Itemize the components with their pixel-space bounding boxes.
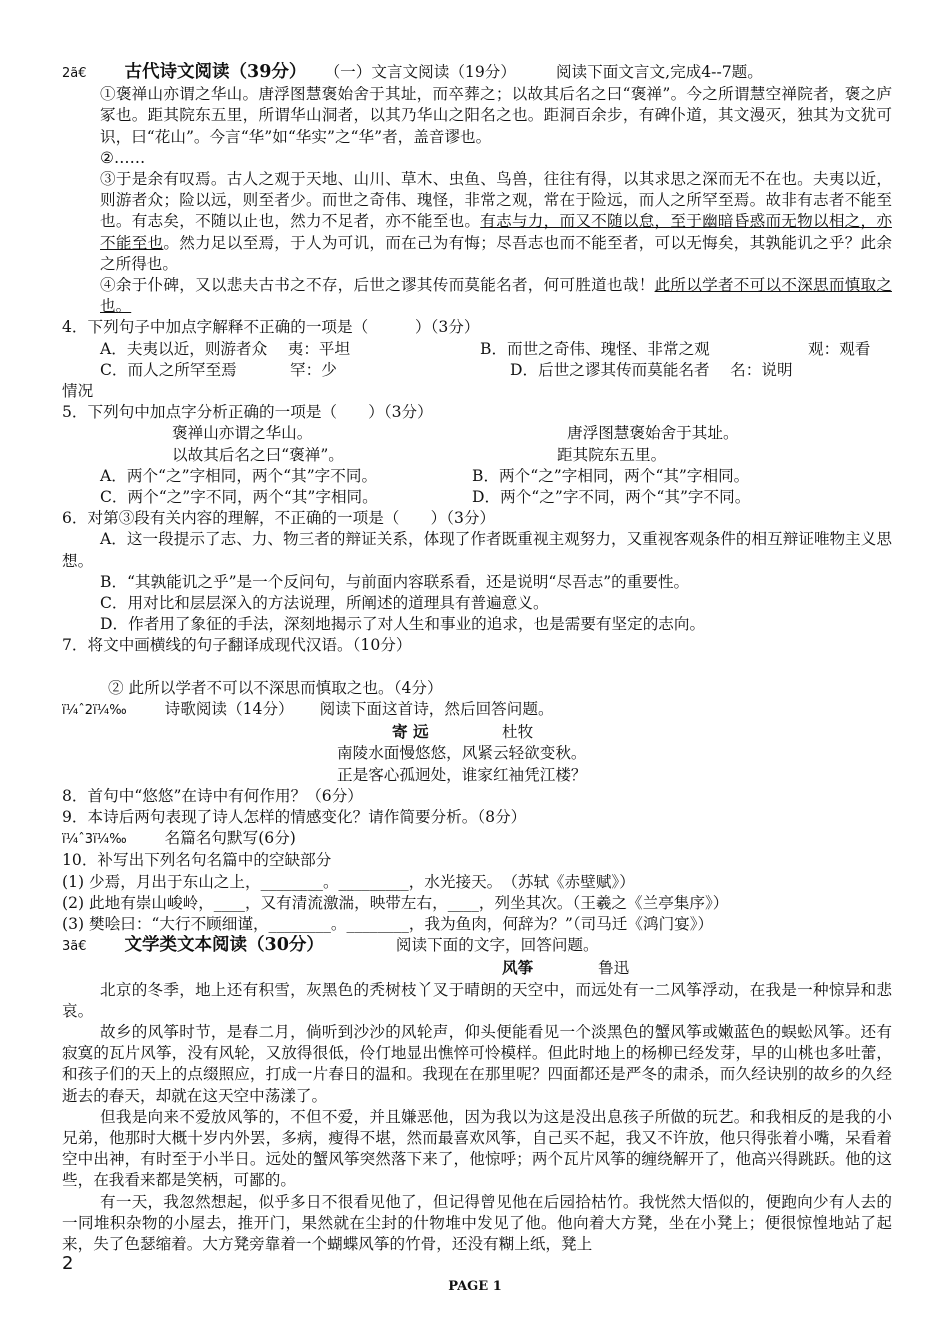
q4-option-b: B．而世之奇伟、瑰怪、非常之观 bbox=[480, 339, 710, 358]
q4-options-ab bbox=[62, 339, 892, 360]
q4-option-c: C．而人之所罕至焉 bbox=[100, 360, 237, 379]
page-number: 2 bbox=[62, 1253, 74, 1274]
q6-option-b: B．“其孰能讥之乎”是一个反问句，与前面内容联系看，还是说明“尽吾志”的重要性。 bbox=[100, 572, 690, 591]
section3-tag: 3ã€ bbox=[62, 939, 87, 955]
q6-option-c: C．用对比和层层深入的方法说理，所阐述的道理具有普遍意义。 bbox=[100, 594, 549, 613]
section3-header bbox=[62, 935, 892, 957]
q10: 10．补写出下列名句名篇中的空缺部分 bbox=[62, 851, 332, 870]
poem-section-instruction: 阅读下面这首诗，然后回答问题。 bbox=[319, 699, 554, 718]
recite-section-tag: ï¼ˆ3ï¼‰ bbox=[62, 832, 127, 848]
poem-section-header bbox=[62, 699, 892, 721]
poem-line-2: 正是客心孤迥处，谁家红袖凭江楼？ bbox=[337, 765, 587, 784]
p3-text-a: ③于是余有叹焉。古人之观于天地、山川、草木、虫鱼、鸟兽，往往有得，以其求思之深而无不在也。夫夷以近，则游者众；险以远，则至者少。而世之奇伟、瑰怪，非常之观，常在于险远，而人之所罕至焉。故非有志者不能至也。有志矣，不随以止也，然力不足者，亦不能至也。 bbox=[100, 170, 892, 231]
q5-options-ab bbox=[62, 466, 892, 487]
exam-page bbox=[62, 62, 892, 1255]
story-paragraph-3: 但我是向来不爱放风筝的，不但不爱，并且嫌恶他，因为我以为这是没出息孩子所做的玩艺。和我相反的是我的小兄弟，他那时大概十岁内外罢，多病，瘦得不堪，然而最喜欢风筝，自己买不起，我又不许放，他只得张着小嘴，呆看着空中出神，有时至于小半日。远处的蟹风筝突然落下来了，他惊呼；两个瓦片风筝的缠绕解开了，他高兴得跳跃。他的这些，在我看来都是笑柄，可鄙的。 bbox=[62, 1107, 892, 1190]
story-author: 鲁迅 bbox=[598, 959, 630, 978]
q6-option-a: A．这一段提示了志、力、物三者的辩证关系，体现了作者既重视主观努力，又重视客观条件的相互辩证唯物主义思想。 bbox=[62, 530, 892, 570]
q5-options-cd bbox=[62, 487, 892, 508]
q4-option-d: D．后世之谬其传而莫能名者 名：说明 bbox=[510, 360, 793, 379]
q4-stem: 4．下列句子中加点字解释不正确的一项是（ ）（3分） bbox=[62, 318, 480, 337]
q10-item-3: (3) 樊哙曰：“大行不顾细谨，________。________，我为鱼肉，何辞为？”（司马迁《鸿门宴》） bbox=[62, 914, 714, 933]
q5-sentence-2: 唐浮图慧褒始舍于其址。 bbox=[567, 424, 739, 443]
poem-line-1: 南陵水面慢悠悠，风紧云轻欲变秋。 bbox=[337, 744, 587, 763]
q5-stem: 5．下列句中加点字分析正确的一项是（ ）（3分） bbox=[62, 403, 433, 422]
story-paragraph-1: 北京的冬季，地上还有积雪，灰黑色的秃树枝丫叉于晴朗的天空中，而远处有一二风筝浮动，在我是一种惊异和悲哀。 bbox=[62, 980, 892, 1020]
q8: 8．首句中“悠悠”在诗中有何作用？（6分） bbox=[62, 786, 363, 805]
p4-text-a: ④余于仆碑，又以悲夫古书之不存，后世之谬其传而莫能名者，何可胜道也哉！ bbox=[100, 276, 655, 295]
q4-option-a: A．夫夷以近，则游者众 夷：平坦 bbox=[100, 339, 351, 358]
q5-sentence-4: 距其院东五里。 bbox=[557, 445, 667, 464]
q5-sentence-3: 以故其后名之曰“褒禅”。 bbox=[172, 445, 344, 464]
section3-title: 文学类文本阅读（30分） bbox=[124, 935, 324, 956]
story-title: 风筝 bbox=[502, 958, 534, 978]
p3-underlined-sentence: 有志与力，而又不随以怠，至于幽暗昏惑而无物以相之，亦不能至也 bbox=[100, 212, 892, 252]
q5-sentence-1: 褒禅山亦谓之华山。 bbox=[172, 424, 313, 443]
section2-title: 古代诗文阅读（39分） bbox=[124, 62, 307, 82]
poem-section-title: 诗歌阅读（14分） bbox=[164, 699, 294, 718]
q5-sentences-2 bbox=[62, 445, 892, 466]
passage-paragraph-4 bbox=[62, 275, 892, 317]
section2-instruction: 阅读下面文言文,完成4--7题。 bbox=[555, 63, 763, 81]
passage-paragraph-3 bbox=[62, 169, 892, 275]
story-paragraph-4: 有一天，我忽然想起，似乎多日不很看见他了，但记得曾见他在后园拾枯竹。我恍然大悟似的，便跑向少有人去的一同堆积杂物的小屋去，推开门，果然就在尘封的什物堆中发见了他。他向着大方凳，坐在小凳上；便很惊惶地站了起来，失了色瑟缩着。大方凳旁靠着一个蝴蝶风筝的竹骨，还没有糊上纸，凳上 bbox=[62, 1192, 892, 1253]
q6-option-d: D．作者用了象征的手法，深刻地揭示了对人生和事业的追求，也是需要有坚定的志向。 bbox=[100, 615, 706, 634]
q7-stem: 7．将文中画横线的句子翻译成现代汉语。（10分） bbox=[62, 636, 412, 655]
poem-title-line bbox=[62, 721, 892, 743]
story-title-line bbox=[62, 957, 892, 979]
passage-paragraph-1: ①褒禅山亦谓之华山。唐浮图慧褒始舍于其址，而卒葬之；以故其后名之曰“褒禅”。今之所谓慧空禅院者，褒之庐冢也。距其院东五里，所谓华山洞者，以其乃华山之阳名之也。距洞百余步，有碑仆道，其文漫灭，独其为文犹可识，曰“花山”。今言“华”如“华实”之“华”者，盖音谬也。 bbox=[100, 85, 892, 146]
story-paragraph-2: 故乡的风筝时节，是春二月，倘听到沙沙的风轮声，仰头便能看见一个淡黑色的蟹风筝或嫩蓝色的蜈蚣风筝。还有寂寞的瓦片风筝，没有风轮，又放得很低，伶仃地显出憔悴可怜模样。但此时地上的杨柳已经发芽，早的山桃也多吐蕾，和孩子们的天上的点缀照应，打成一片春日的温和。我现在在那里呢？四面都还是严冬的肃杀，而久经诀别的故乡的久经逝去的春天，却就在这天空中荡漾了。 bbox=[62, 1022, 892, 1105]
section3-instruction: 阅读下面的文字，回答问题。 bbox=[395, 936, 599, 955]
poem-author: 杜牧 bbox=[502, 723, 534, 742]
q6-stem: 6．对第③段有关内容的理解，不正确的一项是（ ）（3分） bbox=[62, 509, 496, 528]
section2-tag: 2ã€ bbox=[62, 66, 87, 81]
section2-sub: （一）文言文阅读（19分） bbox=[332, 63, 516, 81]
q9: 9．本诗后两句表现了诗人怎样的情感变化？请作简要分析。（8分） bbox=[62, 807, 527, 826]
q5-option-d: D．两个“之”字不同，两个“其”字不同。 bbox=[472, 488, 751, 507]
q5-option-a: A．两个“之”字相同，两个“其”字不同。 bbox=[100, 466, 378, 485]
q10-item-2: (2) 此地有崇山峻岭，____，又有清流激湍，映带左右，____，列坐其次。（王羲之《兰亭集序》） bbox=[62, 893, 729, 912]
q4-option-b-gloss: 观：观看 bbox=[808, 339, 871, 358]
q5-sentences-1 bbox=[62, 423, 892, 444]
answer-space bbox=[62, 657, 892, 678]
p3-text-b: 。然力足以至焉，于人为可讥，而在己为有悔；尽吾志也而不能至者，可以无悔矣，其孰能讥之乎？此余之所得也。 bbox=[100, 233, 892, 273]
q5-option-c: C．两个“之”字不同，两个“其”字相同。 bbox=[100, 488, 378, 507]
q4-option-d-cont: 情况 bbox=[62, 382, 94, 401]
passage-paragraph-2: ②…… bbox=[100, 148, 146, 167]
poem-title: 寄 远 bbox=[392, 722, 429, 742]
q4-option-c-gloss: 罕：少 bbox=[290, 360, 337, 379]
p4-underlined-sentence: 此所以学者不可以不深思而慎取之也。 bbox=[100, 276, 892, 316]
section2-header bbox=[62, 62, 892, 84]
page-footer: PAGE 1 bbox=[448, 1279, 502, 1294]
q4-options-cd bbox=[62, 360, 892, 381]
q10-item-1: (1) 少焉，月出于东山之上，________。_________，水光接天。 （苏轼《赤壁赋》） bbox=[62, 872, 635, 891]
recite-section-title: 名篇名句默写(6分) bbox=[164, 829, 296, 848]
q7-part2: ② 此所以学者不可以不深思而慎取之也。（4分） bbox=[108, 678, 443, 697]
recite-section-header bbox=[62, 828, 892, 850]
poem-section-tag: ï¼ˆ2ï¼‰ bbox=[62, 702, 127, 718]
q5-option-b: B．两个“之”字相同，两个“其”字相同。 bbox=[472, 466, 750, 485]
